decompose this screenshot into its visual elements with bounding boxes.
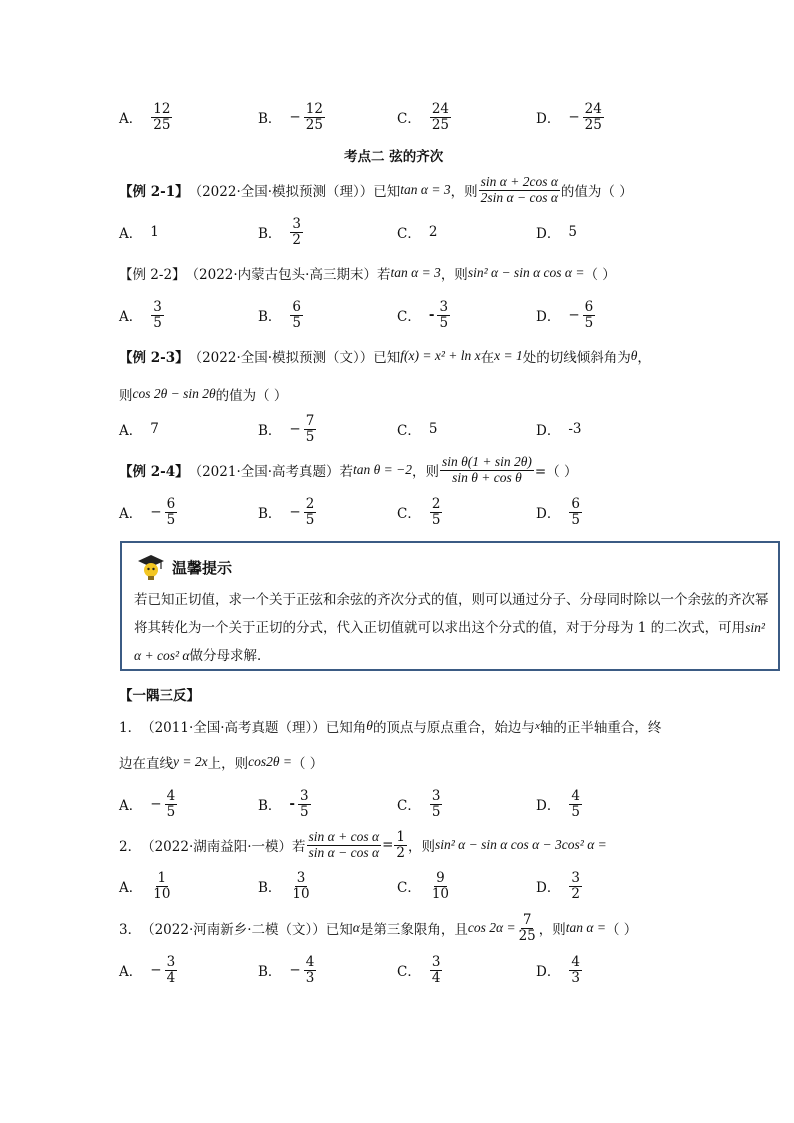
fraction: $\frac{6}{5}$	[584, 299, 594, 331]
fraction: $\frac{24}{25}$	[584, 101, 602, 133]
option-d[interactable]: D． − $\frac{6}{5}$	[536, 299, 594, 331]
option-b[interactable]: B． $\frac{6}{5}$	[258, 299, 302, 331]
option-b[interactable]: B． − $\frac{4}{3}$	[258, 954, 315, 986]
option-b[interactable]: B． - $\frac{3}{5}$	[258, 788, 309, 820]
question-1-options	[0, 784, 794, 824]
fraction: $\frac{7}{25}$	[518, 912, 536, 944]
graduate-bulb-icon	[136, 553, 166, 581]
fraction: $\frac{12}{25}$	[305, 101, 323, 133]
question-2-stem: 2． （2022·湖南益阳·一模）若 $\frac{\text{sin α + cos α}}{\text{sin α − cos α}}$ = $\frac{1}{2}$ ，则 sin² α − sin α cos α − 3cos² α =	[119, 829, 607, 861]
fraction: $\frac{3}{4}$	[166, 954, 176, 986]
option-a[interactable]: A． 1	[119, 224, 159, 242]
option-c[interactable]: C． - $\frac{3}{5}$	[397, 299, 449, 331]
example-tag: 【例 2-4】	[119, 464, 189, 480]
option-c[interactable]: C． $\frac{24}{25}$	[397, 101, 450, 133]
fraction: $\frac{3}{5}$	[431, 788, 441, 820]
option-d[interactable]: D． $\frac{6}{5}$	[536, 496, 580, 528]
fraction: $\frac{24}{25}$	[431, 101, 450, 133]
question-2-options	[0, 866, 794, 906]
fraction: $\frac{3}{2}$	[571, 870, 580, 902]
fraction: $\frac{2}{5}$	[305, 496, 315, 528]
option-a[interactable]: A． $\frac{1}{10}$	[119, 870, 171, 902]
option-a[interactable]: A． − $\frac{3}{4}$	[119, 954, 176, 986]
option-c[interactable]: C． 5	[397, 421, 438, 439]
fraction: $\frac{9}{10}$	[431, 870, 450, 902]
fraction: $\frac{3}{10}$	[292, 870, 310, 902]
option-a[interactable]: A． $\frac{3}{5}$	[119, 299, 162, 331]
option-b[interactable]: B． − $\frac{2}{5}$	[258, 496, 315, 528]
option-b[interactable]: B． $\frac{3}{10}$	[258, 870, 310, 902]
option-a[interactable]: A． 7	[119, 421, 159, 439]
example-tag: 【例 2-2】	[119, 267, 186, 283]
fraction: $\frac{4}{5}$	[571, 788, 580, 820]
example-2-2-stem: 【例 2-2】 （2022·内蒙古包头·高三期末）若 tan α = 3 ，则 sin² α − sin α cos α = （ ）	[119, 265, 616, 283]
example-2-3-line2: 则 cos 2θ − sin 2θ 的值为（ ）	[119, 386, 288, 404]
example-2-4-stem: 【例 2-4】 （2021·全国·高考真题）若 tan θ = −2 ，则 $\frac{\text{sin θ(1 + sin 2θ)}}{\text{sin θ + cos θ}}$ =（ ）	[119, 454, 578, 485]
question-1-stem: 1． （2011·全国·高考真题（理））已知角 θ 的顶点与原点重合，始边与 x 轴的正半轴重合，终	[119, 718, 662, 736]
fraction: $\frac{6}{5}$	[166, 496, 176, 528]
question-3-options	[0, 950, 794, 990]
option-c[interactable]: C． $\frac{2}{5}$	[397, 496, 441, 528]
fraction: $\frac{1}{10}$	[153, 870, 171, 902]
fraction: $\frac{2}{5}$	[431, 496, 441, 528]
fraction: $\frac{\text{sin α + cos α}}{\text{sin α − cos α}}$	[308, 829, 380, 860]
option-d[interactable]: D． 5	[536, 224, 577, 242]
fraction: $\frac{7}{5}$	[305, 413, 315, 445]
top-options-row	[0, 97, 794, 137]
option-d[interactable]: D． $\frac{4}{5}$	[536, 788, 580, 820]
fraction: $\frac{6}{5}$	[292, 299, 302, 331]
fraction: $\frac{4}{3}$	[305, 954, 315, 986]
fraction: $\frac{3}{5}$	[153, 299, 162, 331]
option-d[interactable]: D． -3	[536, 421, 582, 439]
example-2-1-options	[0, 212, 794, 252]
example-2-4-options	[0, 492, 794, 532]
example-tag: 【例 2-3】	[119, 350, 189, 366]
option-c[interactable]: C． 2	[397, 224, 438, 242]
question-3-stem: 3． （2022·河南新乡·二模（文））已知 α 是第三象限角，且 cos 2α = $\frac{7}{25}$ ，则 tan α = （ ）	[119, 912, 638, 944]
question-1-line2: 边在直线 y = 2x 上，则 cos2θ = （ ）	[119, 754, 324, 772]
option-d[interactable]: D． − $\frac{24}{25}$	[536, 101, 602, 133]
section-title: 考点二 弦的齐次	[344, 149, 444, 165]
option-a[interactable]: A． $\frac{12}{25}$	[119, 101, 171, 133]
option-a[interactable]: A． − $\frac{4}{5}$	[119, 788, 176, 820]
fraction: $\frac{4}{5}$	[166, 788, 176, 820]
fraction: $\frac{3}{2}$	[292, 216, 302, 248]
option-b[interactable]: B． − $\frac{12}{25}$	[258, 101, 323, 133]
option-d[interactable]: D． $\frac{3}{2}$	[536, 870, 580, 902]
fraction: $\frac{3}{5}$	[300, 788, 309, 820]
option-c[interactable]: C． $\frac{9}{10}$	[397, 870, 450, 902]
option-b[interactable]: B． $\frac{3}{2}$	[258, 216, 302, 248]
option-a[interactable]: A． − $\frac{6}{5}$	[119, 496, 176, 528]
tip-box	[120, 541, 780, 671]
practice-header: 【一隅三反】	[119, 688, 200, 704]
example-2-3-options	[0, 409, 794, 449]
tip-text: 若已知正切值，求一个关于正弦和余弦的齐次分式的值，则可以通过分子、分母同时除以一个余弦的齐次幂将其转化为一个关于正切的分式，代入正切值就可以求出这个分式的值，对于分母为 1 的二次式，可用sin² α + cos² α做分母求解．	[134, 592, 769, 664]
option-b[interactable]: B． − $\frac{7}{5}$	[258, 413, 315, 445]
tip-title: 温馨提示	[172, 559, 233, 577]
fraction: $\frac{4}{3}$	[571, 954, 580, 986]
example-tag: 【例 2-1】	[119, 184, 189, 200]
option-d[interactable]: D． $\frac{4}{3}$	[536, 954, 580, 986]
example-2-3-stem: 【例 2-3】 （2022·全国·模拟预测（文））已知 f(x) = x² + ln x 在 x = 1 处的切线倾斜角为 θ ，	[119, 348, 651, 366]
fraction: $\frac{1}{2}$	[396, 829, 405, 861]
fraction: $\frac{\text{sin α + 2cos α}}{\text{2sin α − cos α}}$	[480, 174, 558, 205]
fraction: $\frac{6}{5}$	[571, 496, 580, 528]
fraction: $\frac{3}{4}$	[431, 954, 441, 986]
option-c[interactable]: C． $\frac{3}{5}$	[397, 788, 441, 820]
example-2-2-options	[0, 295, 794, 335]
example-2-1-stem: 【例 2-1】 （2022·全国·模拟预测（理））已知 tan α = 3 ，则 $\frac{\text{sin α + 2cos α}}{\text{2sin α − cos α}}$ 的值为（ ）	[119, 174, 633, 205]
fraction: $\frac{3}{5}$	[439, 299, 449, 331]
fraction: $\frac{\text{sin θ(1 + sin 2θ)}}{\text{sin θ + cos θ}}$	[442, 454, 532, 485]
fraction: $\frac{12}{25}$	[153, 101, 171, 133]
option-c[interactable]: C． $\frac{3}{4}$	[397, 954, 441, 986]
